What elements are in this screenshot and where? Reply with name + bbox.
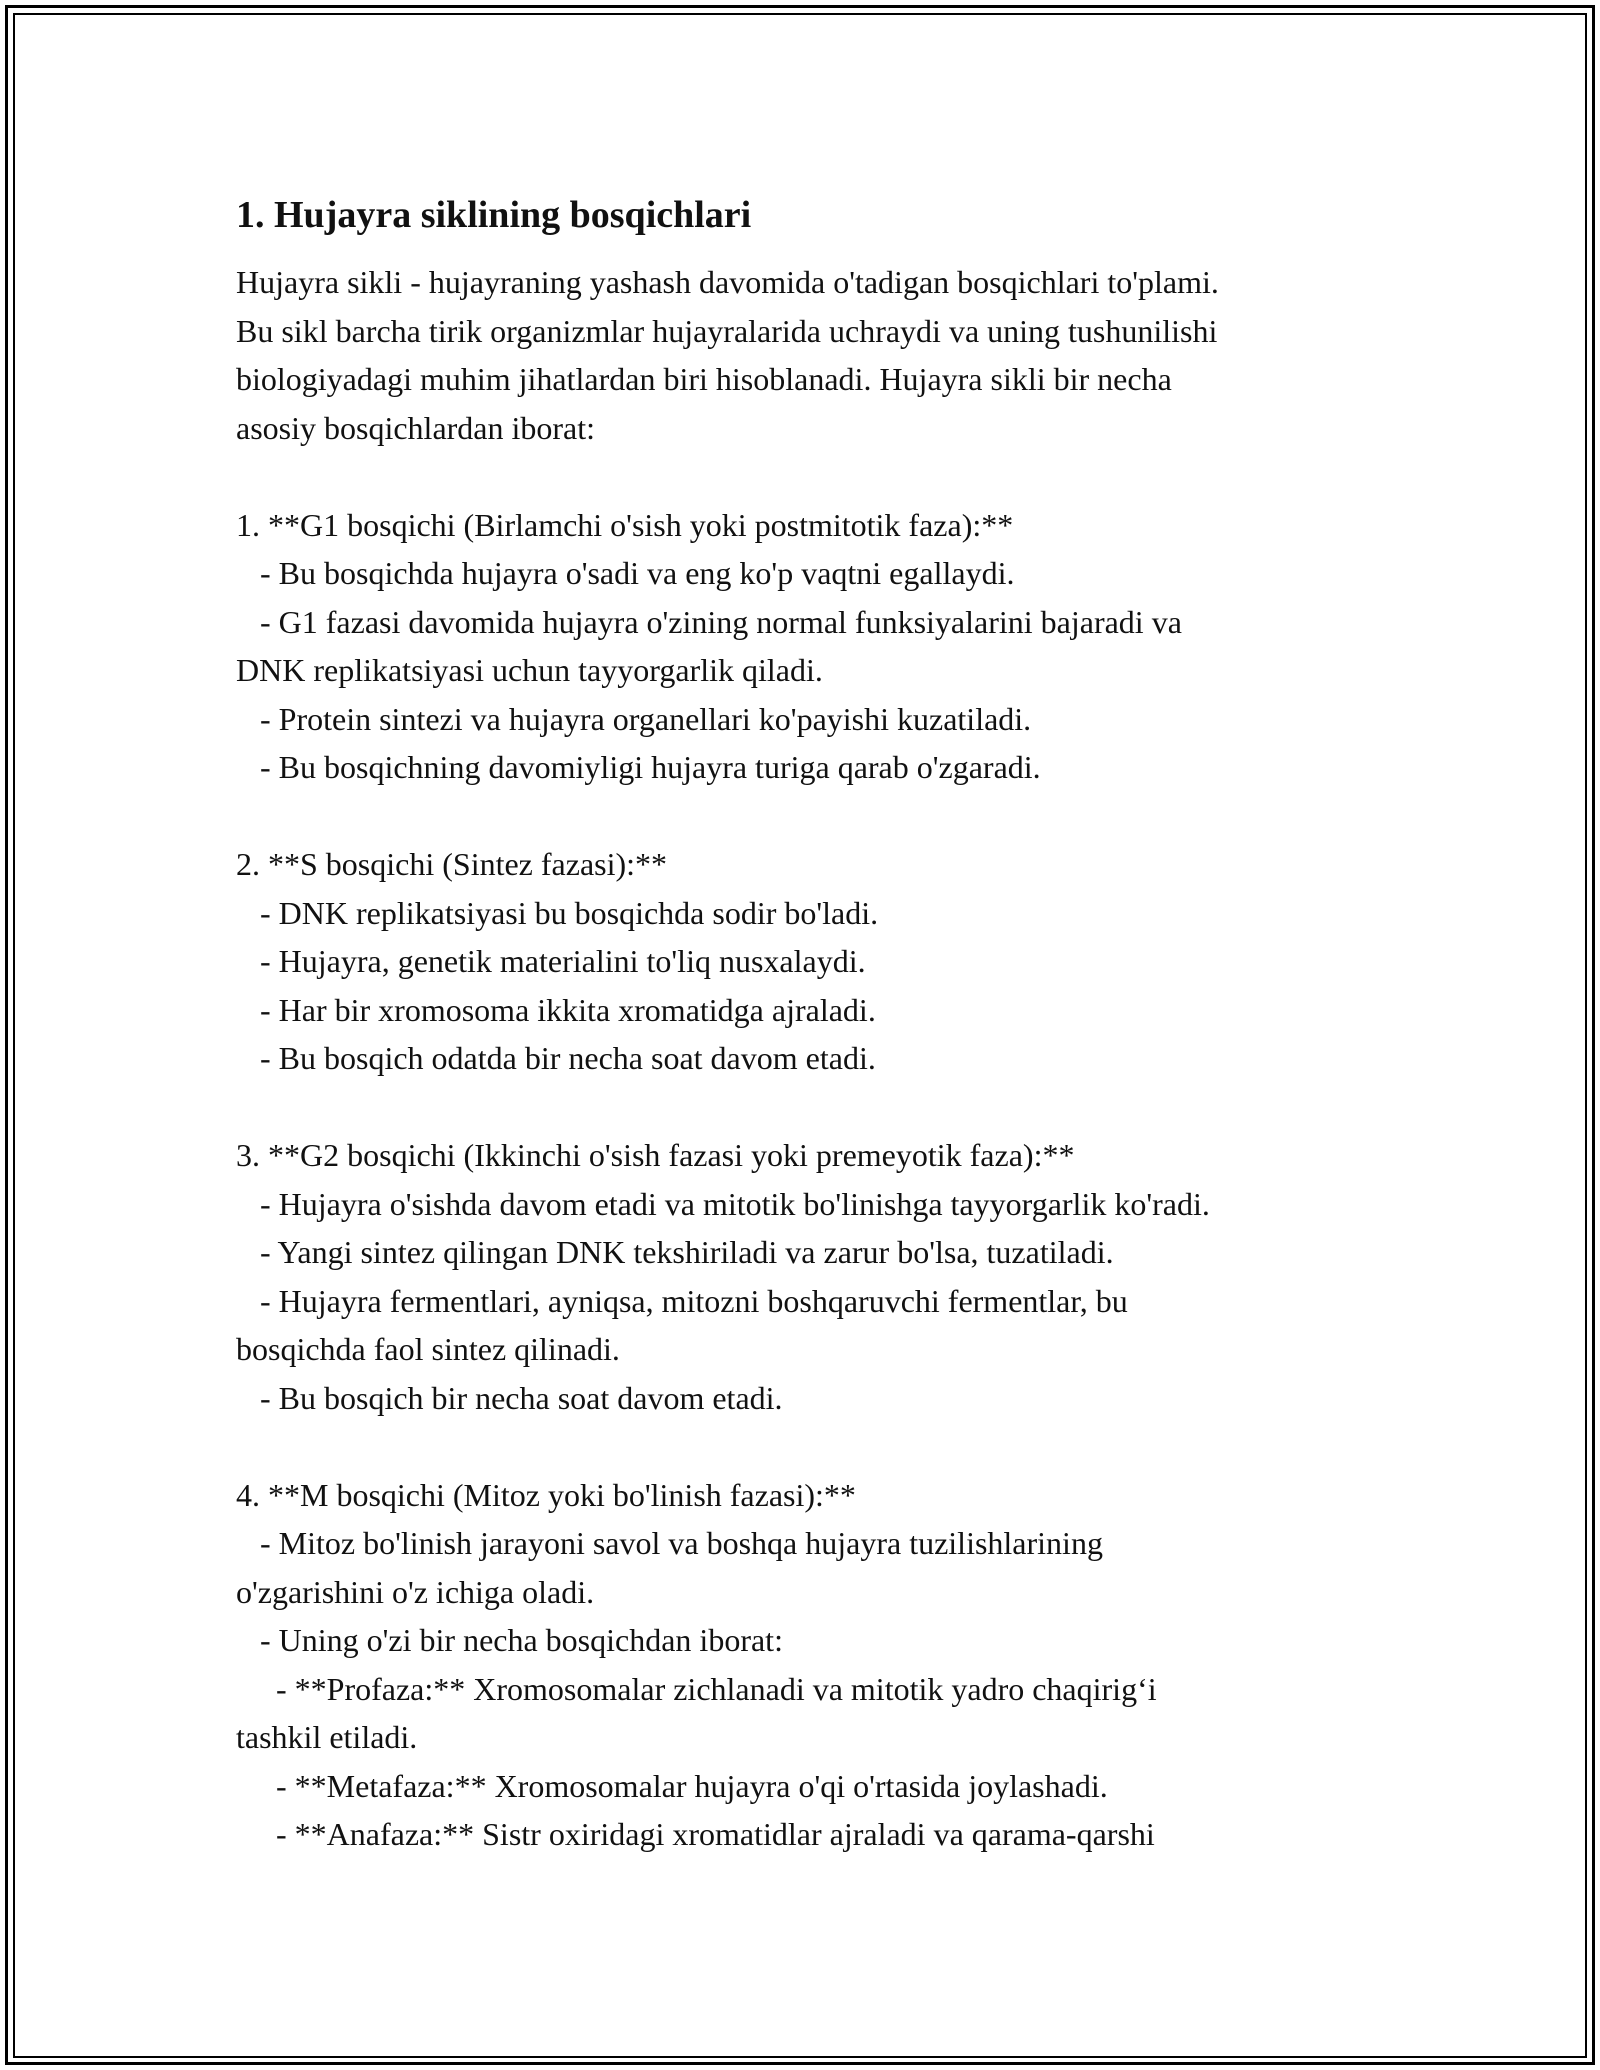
text-line: - Bu bosqich odatda bir necha soat davom etadi. bbox=[236, 1040, 876, 1076]
blank-line bbox=[236, 452, 1416, 501]
text-line: tashkil etiladi. bbox=[236, 1719, 418, 1755]
text-line: - Hujayra o'sishda davom etadi va mitotik bo'linishga tayyorgarlik ko'radi. bbox=[236, 1185, 1210, 1222]
text-line: 3. **G2 bosqichi (Ikkinchi o'sish fazasi yoki premeyotik faza):** bbox=[236, 1137, 1075, 1173]
text-line: - Protein sintezi va hujayra organellari ko'payishi kuzatiladi. bbox=[236, 700, 1032, 737]
text-line: Hujayra sikli - hujayraning yashash davomida o'tadigan bosqichlari to'plami. bbox=[236, 264, 1219, 300]
text-line: o'zgarishini o'z ichiga oladi. bbox=[236, 1573, 595, 1610]
text-line: - Har bir xromosoma ikkita xromatidga ajraladi. bbox=[236, 991, 876, 1028]
text-line: - **Anafaza:** Sistr oxiridagi xromatidlar ajraladi va qarama-qarshi bbox=[236, 1816, 1155, 1852]
text-line: - Bu bosqichda hujayra o'sadi va eng ko'p vaqtni egallaydi. bbox=[236, 555, 1015, 591]
blank-line bbox=[236, 1422, 1416, 1471]
blank-line bbox=[236, 792, 1416, 841]
text-line: 1. **G1 bosqichi (Birlamchi o'sish yoki postmitotik faza):** bbox=[236, 506, 1014, 543]
text-line: 2. **S bosqichi (Sintez fazasi):** bbox=[236, 846, 668, 882]
text-line: - **Metafaza:** Xromosomalar hujayra o'qi o'rtasida joylashadi. bbox=[236, 1767, 1108, 1804]
text-line: 4. **M bosqichi (Mitoz yoki bo'linish fazasi):** bbox=[236, 1476, 856, 1513]
text-line: - Bu bosqich bir necha soat davom etadi. bbox=[236, 1379, 783, 1416]
text-line: - Uning o'zi bir necha bosqichdan iborat: bbox=[236, 1622, 783, 1658]
text-line: - G1 fazasi davomida hujayra o'zining normal funksiyalarini bajaradi va bbox=[236, 603, 1182, 640]
text-line: - DNK replikatsiyasi bu bosqichda sodir bo'ladi. bbox=[236, 894, 879, 931]
document-page bbox=[236, 187, 1416, 1859]
text-line: bosqichda faol sintez qilinadi. bbox=[236, 1331, 620, 1367]
text-line: - Bu bosqichning davomiyligi hujayra turiga qarab o'zgaradi. bbox=[236, 749, 1041, 785]
text-line: - Hujayra fermentlari, ayniqsa, mitozni boshqaruvchi fermentlar, bu bbox=[236, 1282, 1128, 1319]
section-heading: 1. Hujayra siklining bosqichlari bbox=[236, 194, 752, 236]
document-body bbox=[236, 258, 1416, 1859]
text-line: - Hujayra, genetik materialini to'liq nusxalaydi. bbox=[236, 943, 866, 979]
text-line: asosiy bosqichlardan iborat: bbox=[236, 409, 596, 446]
text-line: - **Profaza:** Xromosomalar zichlanadi va mitotik yadro chaqirig‘i bbox=[236, 1670, 1157, 1707]
blank-line bbox=[236, 1083, 1416, 1132]
text-line: biologiyadagi muhim jihatlardan biri hisoblanadi. Hujayra sikli bir necha bbox=[236, 361, 1172, 397]
text-line: - Yangi sintez qilingan DNK tekshiriladi va zarur bo'lsa, tuzatiladi. bbox=[236, 1234, 1114, 1270]
text-line: DNK replikatsiyasi uchun tayyorgarlik qiladi. bbox=[236, 652, 823, 688]
text-line: Bu sikl barcha tirik organizmlar hujayralarida uchraydi va uning tushunilishi bbox=[236, 312, 1218, 349]
text-line: - Mitoz bo'linish jarayoni savol va boshqa hujayra tuzilishlarining bbox=[236, 1525, 1103, 1561]
